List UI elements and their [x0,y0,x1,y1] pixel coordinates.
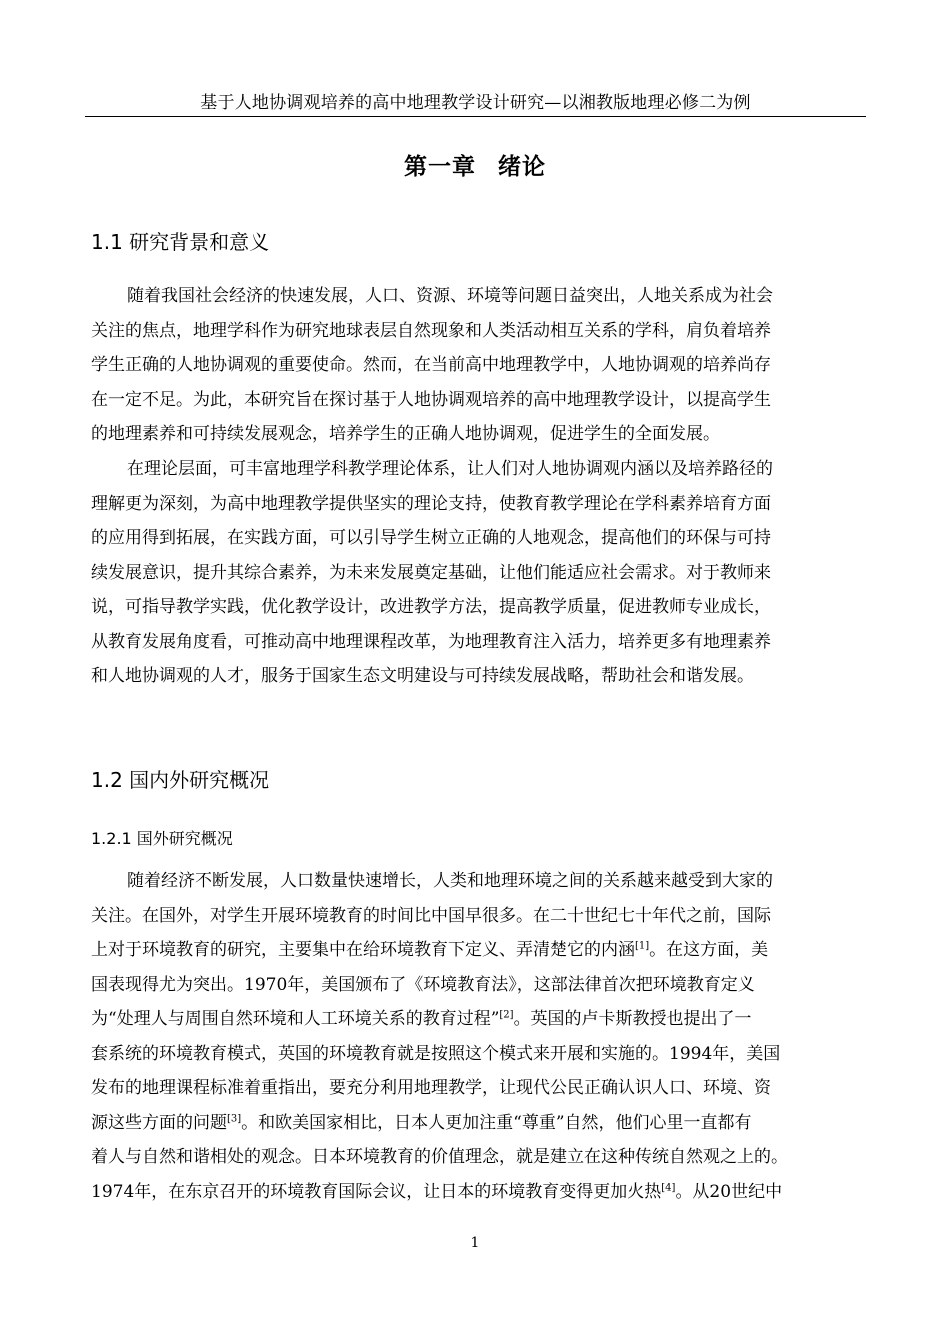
section-heading-1-2: 1.2 国内外研究概况 [91,768,270,792]
text-span: 上对于环境教育的研究，主要集中在给环境教育下定义、弄清楚它的内涵 [91,940,635,960]
text-line [91,1106,863,1141]
citation-ref[interactable]: [4] [661,1181,676,1193]
section-heading-1-1: 1.1 研究背景和意义 [91,230,270,254]
text-span: 。从20世纪中 [675,1181,783,1202]
text-line: 国表现得尤为突出。1970年，美国颁布了《环境教育法》，这部法律首次把环境教育定义 [91,974,755,995]
text-line: 随着经济不断发展，人口数量快速增长，人类和地理环境之间的关系越来越受到大家的 [127,871,773,891]
chapter-name: 绪论 [498,154,546,180]
text-span: 为“处理人与周围自然环境和人工环境关系的教育过程” [91,1009,500,1029]
text-line: 关注。在国外，对学生开展环境教育的时间比中国早很多。在二十世纪七十年代之前，国际 [91,905,771,926]
text-span: 。在这方面，美 [649,940,769,960]
text-line: 理解更为深刻，为高中地理教学提供坚实的理论支持，使教育教学理论在学科素养培育方面 [91,493,771,514]
text-line: 说，可指导教学实践，优化教学设计，改进教学方法，提高教学质量，促进教师专业成长， [91,597,771,617]
chapter-title [0,148,950,181]
running-header [85,92,866,117]
text-line: 在理论层面，可丰富地理学科教学理论体系，让人们对人地协调观内涵以及培养路径的 [127,459,773,479]
text-line: 随着我国社会经济的快速发展，人口、资源、环境等问题日益突出，人地关系成为社会 [127,286,773,306]
text-line [91,1002,863,1037]
paragraph-significance [91,452,863,694]
text-line [91,1175,863,1210]
text-line: 和人地协调观的人才，服务于国家生态文明建设与可持续发展战略，帮助社会和谐发展。 [91,666,754,686]
text-line: 在一定不足。为此，本研究旨在探讨基于人地协调观培养的高中地理教学设计，以提高学生 [91,389,771,410]
subsection-heading-1-2-1: 1.2.1 国外研究概况 [91,829,233,848]
text-line: 从教育发展角度看，可推动高中地理课程改革，为地理教育注入活力，培养更多有地理素养 [91,631,771,652]
text-span: 。英国的卢卡斯教授也提出了一 [513,1009,752,1029]
text-line: 的地理素养和可持续发展观念，培养学生的正确人地协调观，促进学生的全面发展。 [91,424,720,444]
paragraph-background [91,279,863,452]
running-title: 基于人地协调观培养的高中地理教学设计研究—以湘教版地理必修二为例 [200,93,751,113]
text-span: 1974年，在东京召开的环境教育国际会议，让日本的环境教育变得更加火热 [91,1181,662,1202]
text-line: 续发展意识，提升其综合素养，为未来发展奠定基础，让他们能适应社会需求。对于教师来 [91,562,771,583]
citation-ref[interactable]: [2] [499,1009,514,1021]
text-line [91,933,863,968]
text-line: 套系统的环境教育模式，英国的环境教育就是按照这个模式来开展和实施的。1994年，美国 [91,1043,781,1064]
chapter-label: 第一章 [404,154,476,180]
text-span: 。和欧美国家相比，日本人更加注重“尊重”自然，他们心里一直都有 [241,1112,752,1133]
text-line: 的应用得到拓展，在实践方面，可以引导学生树立正确的人地观念，提高他们的环保与可持 [91,528,771,548]
paragraph-foreign-research [91,864,863,1209]
citation-ref[interactable]: [3] [227,1112,242,1124]
text-line: 学生正确的人地协调观的重要使命。然而，在当前高中地理教学中，人地协调观的培养尚存 [91,355,771,375]
text-line: 发布的地理课程标准着重指出，要充分利用地理教学，让现代公民正确认识人口、环境、资 [91,1078,771,1098]
text-span: 源这些方面的问题 [91,1112,227,1133]
page-number: 1 [470,1235,480,1251]
citation-ref[interactable]: [1] [635,940,650,952]
text-line: 关注的焦点，地理学科作为研究地球表层自然现象和人类活动相互关系的学科，肩负着培养 [91,320,771,341]
text-line: 着人与自然和谐相处的观念。日本环境教育的价值理念，就是建立在这种传统自然观之上的。 [91,1147,788,1167]
